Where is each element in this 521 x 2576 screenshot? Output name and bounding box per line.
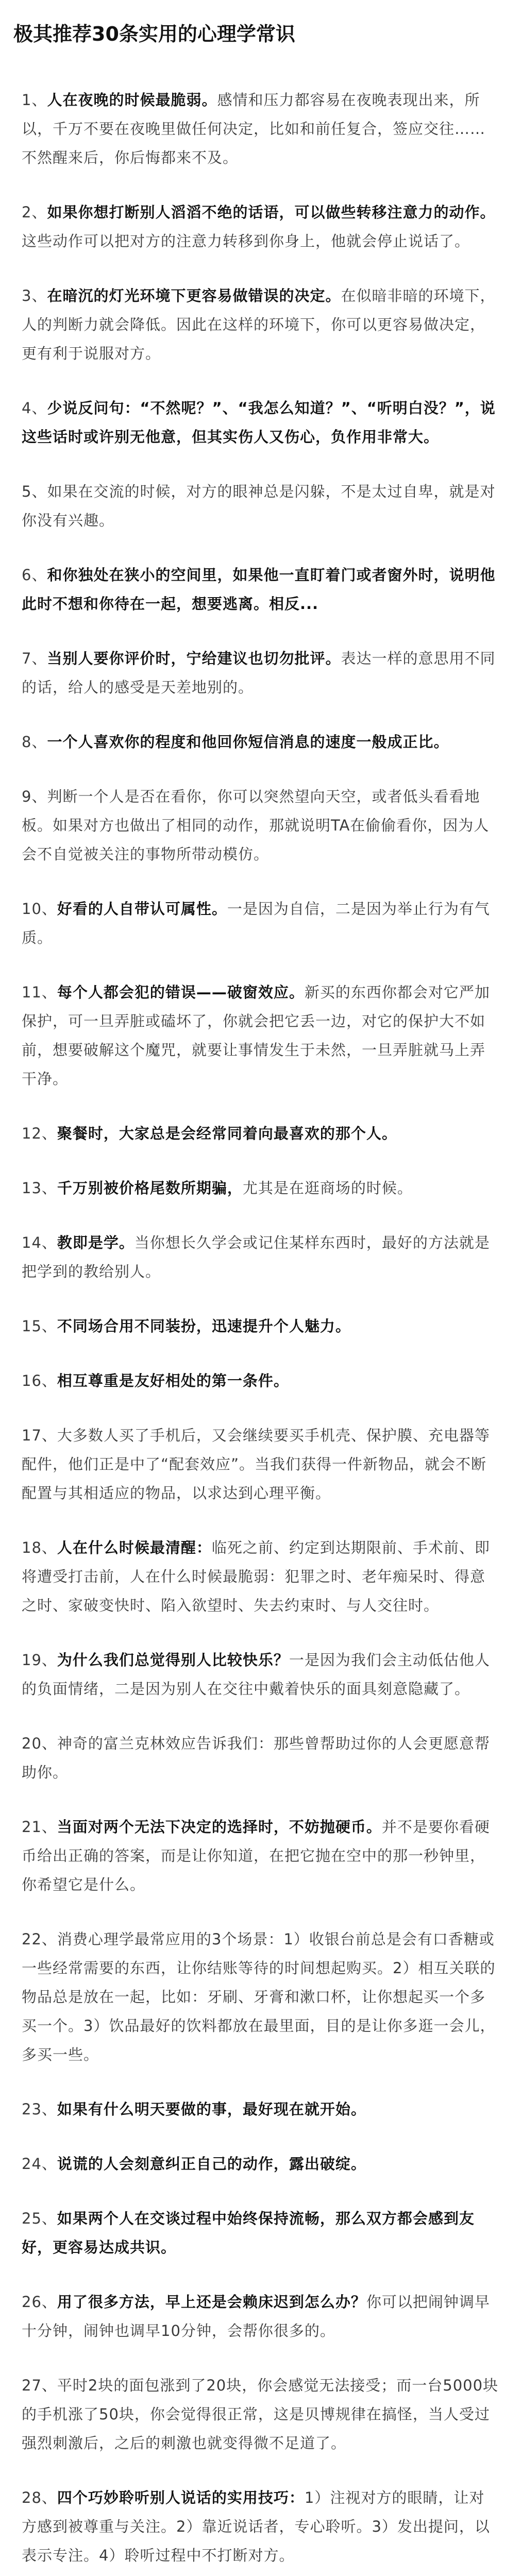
tip-highlight: 每个人都会犯的错误——破窗效应。 — [57, 984, 305, 1001]
tip-number: 19、 — [22, 1651, 57, 1669]
tip-highlight: 不同场合用不同装扮，迅速提升个人魅力。 — [57, 1317, 351, 1335]
tip-number: 24、 — [22, 2155, 57, 2173]
tip-item — [22, 727, 499, 756]
tip-number: 2、 — [22, 204, 47, 221]
tip-highlight: 一个人喜欢你的程度和他回你短信消息的速度一般成正比。 — [47, 733, 449, 751]
tip-text — [22, 394, 499, 451]
tip-spacer — [22, 1899, 499, 1925]
tip-item — [22, 281, 499, 368]
tip-text — [22, 281, 499, 368]
tip-body: 1）注视对方的眼睛，让对方感到被尊重与关注。2）靠近说话者，专心聆听。3）发出提问，以表示专注。4）聆听过程中不打断对方。 — [22, 2489, 490, 2564]
tip-text — [22, 1533, 499, 1620]
tip-item — [22, 2149, 499, 2178]
tip-body: 一是因为自信，二是因为举止行为有气质。 — [22, 900, 490, 946]
tip-text — [22, 2483, 499, 2570]
tip-body: 新买的东西你都会对它严加保护，可一旦弄脏或磕坏了，你就会把它丢一边，对它的保护大不如前，想要破解这个魔咒，就要让事情发生于未然，一旦弄脏就马上弄干净。 — [22, 984, 490, 1088]
tip-number: 8、 — [22, 733, 47, 751]
tip-item — [22, 1228, 499, 1286]
article-title: 极其推荐30条实用的心理学常识 — [13, 23, 295, 45]
tip-highlight: 人在什么时候最清醒： — [57, 1539, 212, 1556]
tip-item — [22, 561, 499, 618]
tip-body: 当你想长久学会或记住某样东西时，最好的方法就是把学到的教给别人。 — [22, 1234, 490, 1280]
tip-body: 尤其是在逛商场的时候。 — [242, 1179, 413, 1197]
tip-item — [22, 1421, 499, 1507]
tip-text — [22, 2371, 499, 2458]
tip-item — [22, 477, 499, 535]
tip-number: 28、 — [22, 2489, 57, 2506]
tip-text — [22, 894, 499, 952]
tip-number: 23、 — [22, 2100, 57, 2118]
tip-item — [22, 1119, 499, 1148]
tip-item — [22, 1174, 499, 1202]
tip-text — [22, 1174, 499, 1202]
tip-highlight: 好看的人自带认可属性。 — [57, 900, 227, 918]
tip-item — [22, 1646, 499, 1703]
tip-highlight: 如果两个人在交谈过程中始终保持流畅，那么双方都会感到友好，更容易达成共识。 — [22, 2210, 475, 2256]
tip-spacer — [22, 702, 499, 727]
tip-item — [22, 1729, 499, 1787]
tip-spacer — [22, 1507, 499, 1533]
tip-number: 12、 — [22, 1125, 57, 1142]
tip-spacer — [22, 368, 499, 394]
tip-body: 平时2块的面包涨到了20块，你会感觉无法接受；而一台5000块的手机涨了50块，你会觉得很正常，这是贝博规律在搞怪，当人受过强烈刺激后，之后的刺激也就变得微不足道了。 — [22, 2377, 499, 2452]
tip-highlight: 用了很多方法，早上还是会赖床迟到怎么办？ — [57, 2293, 366, 2311]
tip-highlight: 人在夜晚的时候最脆弱。 — [47, 91, 217, 109]
tip-text — [22, 1812, 499, 1899]
tip-spacer — [22, 1202, 499, 1228]
tip-text — [22, 978, 499, 1093]
tip-number: 26、 — [22, 2293, 57, 2311]
tip-highlight: 说谎的人会刻意纠正自己的动作，露出破绽。 — [57, 2155, 366, 2173]
tip-spacer — [22, 1395, 499, 1421]
tip-spacer — [22, 1620, 499, 1646]
tip-body: 并不是要你看硬币给出正确的答案，而是让你知道，在把它抛在空中的那一秒钟里，你希望它是什么。 — [22, 1818, 490, 1893]
tip-item — [22, 978, 499, 1093]
tip-highlight: 当面对两个无法下决定的选择时，不妨抛硬币。 — [57, 1818, 382, 1836]
tip-text — [22, 86, 499, 172]
tip-body: 神奇的富兰克林效应告诉我们：那些曾帮助过你的人会更愿意帮助你。 — [22, 1735, 490, 1781]
tip-text — [22, 1228, 499, 1286]
tip-text — [22, 1119, 499, 1148]
tip-body: 大多数人买了手机后，又会继续要买手机壳、保护膜、充电器等配件，他们正是中了“配套效应”。当我们获得一件新物品，就会不断配置与其相适应的物品，以求达到心理平衡。 — [22, 1427, 490, 1502]
tip-item — [22, 1925, 499, 2069]
tip-number: 5、 — [22, 483, 47, 500]
tip-number: 27、 — [22, 2377, 57, 2394]
tip-spacer — [22, 2570, 499, 2576]
tip-spacer — [22, 1703, 499, 1729]
tip-number: 13、 — [22, 1179, 57, 1197]
tip-spacer — [22, 451, 499, 477]
tip-text — [22, 1925, 499, 2069]
tip-body: 在似暗非暗的环境下，人的判断力就会降低。因此在这样的环境下，你可以更容易做决定，更有利于说服对方。 — [22, 287, 496, 362]
tip-text — [22, 2149, 499, 2178]
tip-body: 判断一个人是否在看你，你可以突然望向天空，或者低头看看地板。如果对方也做出了相同的动作，那就说明TA在偷偷看你，因为人会不自觉被关注的事物所带动模仿。 — [22, 788, 490, 863]
tip-spacer — [22, 756, 499, 782]
tip-body: 一是因为我们会主动低估他人的负面情绪，二是因为别人在交往中戴着快乐的面具刻意隐藏了。 — [22, 1651, 490, 1698]
tip-item — [22, 2287, 499, 2345]
tip-highlight: 为什么我们总觉得别人比较快乐？ — [57, 1651, 289, 1669]
tip-number: 22、 — [22, 1930, 57, 1948]
tip-body: 临死之前、约定到达期限前、手术前、即将遭受打击前，人在什么时候最脆弱：犯罪之时、老年痴呆时、得意之时、家破变快时、陷入欲望时、失去约束时、与人交往时。 — [22, 1539, 490, 1614]
tip-text — [22, 477, 499, 535]
tip-number: 18、 — [22, 1539, 57, 1556]
tip-number: 3、 — [22, 287, 47, 304]
tip-spacer — [22, 172, 499, 198]
tip-item — [22, 86, 499, 172]
tip-spacer — [22, 256, 499, 281]
tip-body: 消费心理学最常应用的3个场景：1）收银台前总是会有口香糖或一些经常需要的东西，让你结账等待的时间想起购买。2）相互关联的物品总是放在一起，比如：牙刷、牙膏和漱口杯，让你想起买一个多买一个。3）饮品最好的饮料都放在最里面，目的是让你多逛一会儿，多买一些。 — [22, 1930, 496, 2063]
tip-item — [22, 198, 499, 256]
tip-highlight: 如果你想打断别人滔滔不绝的话语，可以做些转移注意力的动作。 — [47, 204, 496, 221]
tip-highlight: 千万别被价格尾数所期骗， — [57, 1179, 243, 1197]
tip-spacer — [22, 1341, 499, 1366]
tip-item — [22, 894, 499, 952]
tip-text — [22, 1646, 499, 1703]
tip-spacer — [22, 869, 499, 894]
tip-text — [22, 644, 499, 702]
tip-highlight: 和你独处在狭小的空间里，如果他一直盯着门或者窗外时，说明他此时不想和你待在一起，想要逃离。相反... — [22, 566, 496, 613]
tip-item — [22, 394, 499, 451]
tip-highlight: 教即是学。 — [57, 1234, 135, 1251]
tip-highlight: 当别人要你评价时，宁给建议也切勿批评。 — [47, 650, 341, 667]
tip-item — [22, 2204, 499, 2262]
tip-highlight: 少说反问句：“不然呢？”、“我怎么知道？”、“听明白没？”，说这些话时或许别无他意，但其实伤人又伤心，负作用非常大。 — [22, 399, 496, 446]
tip-body: 感情和压力都容易在夜晚表现出来，所以，千万不要在夜晚里做任何决定，比如和前任复合，签应交往……不然醒来后，你后悔都来不及。 — [22, 91, 486, 166]
tip-spacer — [22, 1787, 499, 1812]
tip-text — [22, 1366, 499, 1395]
tip-number: 9、 — [22, 788, 47, 805]
tip-text — [22, 2095, 499, 2124]
tip-text — [22, 2287, 499, 2345]
tip-item — [22, 1312, 499, 1341]
tip-body: 你可以把闹钟调早十分钟，闹钟也调早10分钟，会帮你很多的。 — [22, 2293, 490, 2340]
tip-body: 如果在交流的时候，对方的眼神总是闪躲，不是太过自卑，就是对你没有兴趣。 — [22, 483, 496, 529]
tip-highlight: 在暗沉的灯光环境下更容易做错误的决定。 — [47, 287, 341, 304]
tip-highlight: 如果有什么明天要做的事，最好现在就开始。 — [57, 2100, 366, 2118]
tip-item — [22, 644, 499, 702]
tip-spacer — [22, 2124, 499, 2149]
tip-highlight: 相互尊重是友好相处的第一条件。 — [57, 1372, 289, 1389]
tip-item — [22, 782, 499, 869]
tip-highlight: 四个巧妙聆听别人说话的实用技巧： — [57, 2489, 305, 2506]
tip-spacer — [22, 618, 499, 644]
tip-text — [22, 727, 499, 756]
tip-number: 7、 — [22, 650, 47, 667]
tip-number: 14、 — [22, 1234, 57, 1251]
tip-text — [22, 198, 499, 256]
tip-spacer — [22, 2345, 499, 2371]
tip-spacer — [22, 2178, 499, 2204]
tip-number: 10、 — [22, 900, 57, 918]
tip-number: 21、 — [22, 1818, 57, 1836]
tip-number: 25、 — [22, 2210, 57, 2227]
article-content — [0, 49, 521, 2576]
tip-number: 15、 — [22, 1317, 57, 1335]
tip-text — [22, 782, 499, 869]
tip-spacer — [22, 1093, 499, 1119]
tip-number: 20、 — [22, 1735, 57, 1752]
tip-spacer — [22, 952, 499, 978]
tip-item — [22, 2095, 499, 2124]
tip-highlight: 聚餐时，大家总是会经常同着向最喜欢的那个人。 — [57, 1125, 397, 1142]
tip-item — [22, 2483, 499, 2570]
tip-number: 11、 — [22, 984, 57, 1001]
tip-item — [22, 1812, 499, 1899]
tip-body: 表达一样的意思用不同的话，给人的感受是天差地别的。 — [22, 650, 496, 696]
tip-item — [22, 1533, 499, 1620]
tip-spacer — [22, 1148, 499, 1174]
tip-spacer — [22, 2458, 499, 2483]
tip-number: 16、 — [22, 1372, 57, 1389]
tip-number: 1、 — [22, 91, 47, 109]
tip-text — [22, 1312, 499, 1341]
tip-text — [22, 1421, 499, 1507]
tip-text — [22, 1729, 499, 1787]
tip-body: 这些动作可以把对方的注意力转移到你身上，他就会停止说话了。 — [22, 232, 470, 250]
tip-item — [22, 1366, 499, 1395]
tip-spacer — [22, 535, 499, 561]
tip-text — [22, 2204, 499, 2262]
tip-spacer — [22, 2069, 499, 2095]
tip-number: 17、 — [22, 1427, 57, 1444]
tip-item — [22, 2371, 499, 2458]
tip-number: 6、 — [22, 566, 47, 584]
tip-spacer — [22, 2262, 499, 2287]
tip-number: 4、 — [22, 399, 47, 417]
tip-spacer — [22, 1286, 499, 1312]
tip-text — [22, 561, 499, 618]
